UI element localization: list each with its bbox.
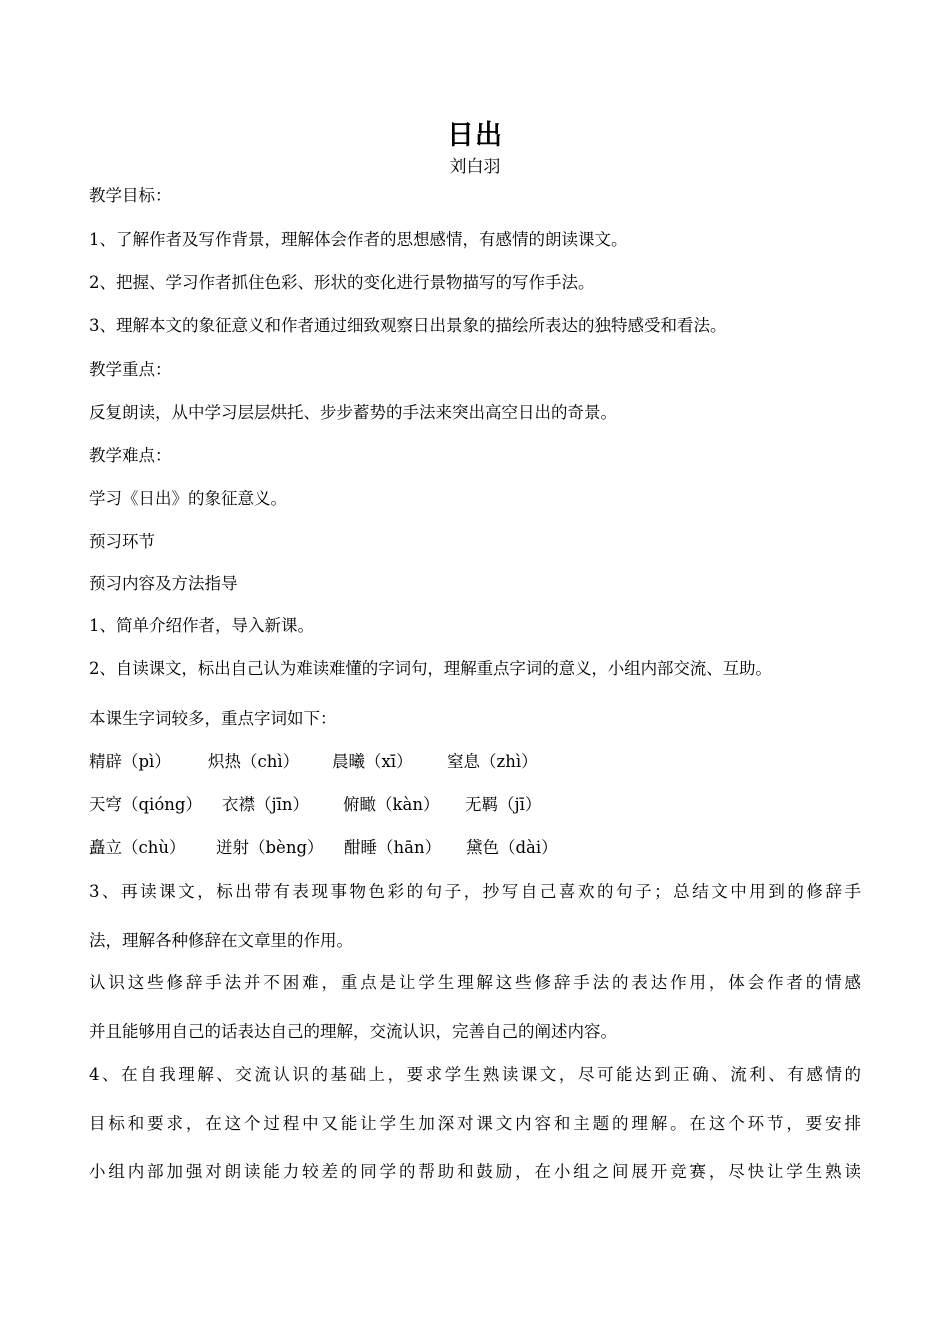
preview-step-4-line-1: 4、在自我理解、交流认识的基础上，要求学生熟读课文，尽可能达到正确、流利、有感情的 bbox=[89, 1065, 861, 1084]
preview-heading: 预习环节 bbox=[89, 532, 155, 551]
key-points-heading: 教学重点： bbox=[89, 360, 172, 379]
vocab-word: 窒息（zhì） bbox=[447, 752, 538, 771]
preview-step-3-line-2: 法，理解各种修辞在文章里的作用。 bbox=[89, 931, 353, 950]
preview-step-2: 2、自读课文，标出自己认为难读难懂的字词句，理解重点字词的意义，小组内部交流、互助。 bbox=[89, 659, 772, 678]
vocab-word: 迸射（bèng） bbox=[216, 838, 324, 857]
note-line-2: 并且能够用自己的话表达自己的理解，交流认识，完善自己的阐述内容。 bbox=[89, 1022, 617, 1041]
key-points-text: 反复朗读，从中学习层层烘托、步步蓄势的手法来突出高空日出的奇景。 bbox=[89, 403, 617, 422]
vocab-row bbox=[89, 792, 541, 818]
note-line-1: 认识这些修辞手法并不困难，重点是让学生理解这些修辞手法的表达作用，体会作者的情感 bbox=[89, 973, 861, 992]
difficulties-heading: 教学难点： bbox=[89, 446, 172, 465]
document-title: 日出 bbox=[447, 120, 503, 151]
preview-step-3-line-1: 3、再读课文，标出带有表现事物色彩的句子，抄写自己喜欢的句子；总结文中用到的修辞手 bbox=[89, 882, 861, 901]
preview-step-1: 1、简单介绍作者，导入新课。 bbox=[89, 616, 314, 635]
objective-item-1: 1、了解作者及写作背景，理解体会作者的思想感情，有感情的朗读课文。 bbox=[89, 230, 628, 249]
vocab-word: 精辟（pì） bbox=[89, 752, 171, 771]
vocab-word: 晨曦（xī） bbox=[332, 752, 413, 771]
vocab-word: 无羁（jī） bbox=[465, 795, 542, 814]
vocab-word: 天穹（qióng） bbox=[89, 795, 202, 814]
vocab-row bbox=[89, 835, 558, 861]
objectives-heading: 教学目标： bbox=[89, 186, 172, 205]
author-name: 刘白羽 bbox=[449, 157, 501, 177]
vocab-word: 衣襟（jīn） bbox=[222, 795, 310, 814]
objective-item-2: 2、把握、学习作者抓住色彩、形状的变化进行景物描写的写作手法。 bbox=[89, 273, 595, 292]
vocab-word: 矗立（chù） bbox=[89, 838, 186, 857]
vocab-intro: 本课生字词较多，重点字词如下： bbox=[89, 709, 337, 728]
preview-subheading: 预习内容及方法指导 bbox=[89, 574, 238, 593]
vocab-word: 炽热（chì） bbox=[208, 752, 300, 771]
difficulties-text: 学习《日出》的象征意义。 bbox=[89, 489, 287, 508]
vocab-word: 俯瞰（kàn） bbox=[343, 795, 440, 814]
preview-step-4-line-3: 小组内部加强对朗读能力较差的同学的帮助和鼓励，在小组之间展开竞赛，尽快让学生熟读 bbox=[89, 1162, 861, 1181]
objective-item-3: 3、理解本文的象征意义和作者通过细致观察日出景象的描绘所表达的独特感受和看法。 bbox=[89, 316, 727, 335]
vocab-word: 酣睡（hān） bbox=[344, 838, 442, 857]
vocab-row bbox=[89, 749, 538, 775]
preview-step-4-line-2: 目标和要求，在这个过程中又能让学生加深对课文内容和主题的理解。在这个环节，要安排 bbox=[89, 1114, 861, 1133]
vocab-word: 黛色（dài） bbox=[466, 838, 558, 857]
